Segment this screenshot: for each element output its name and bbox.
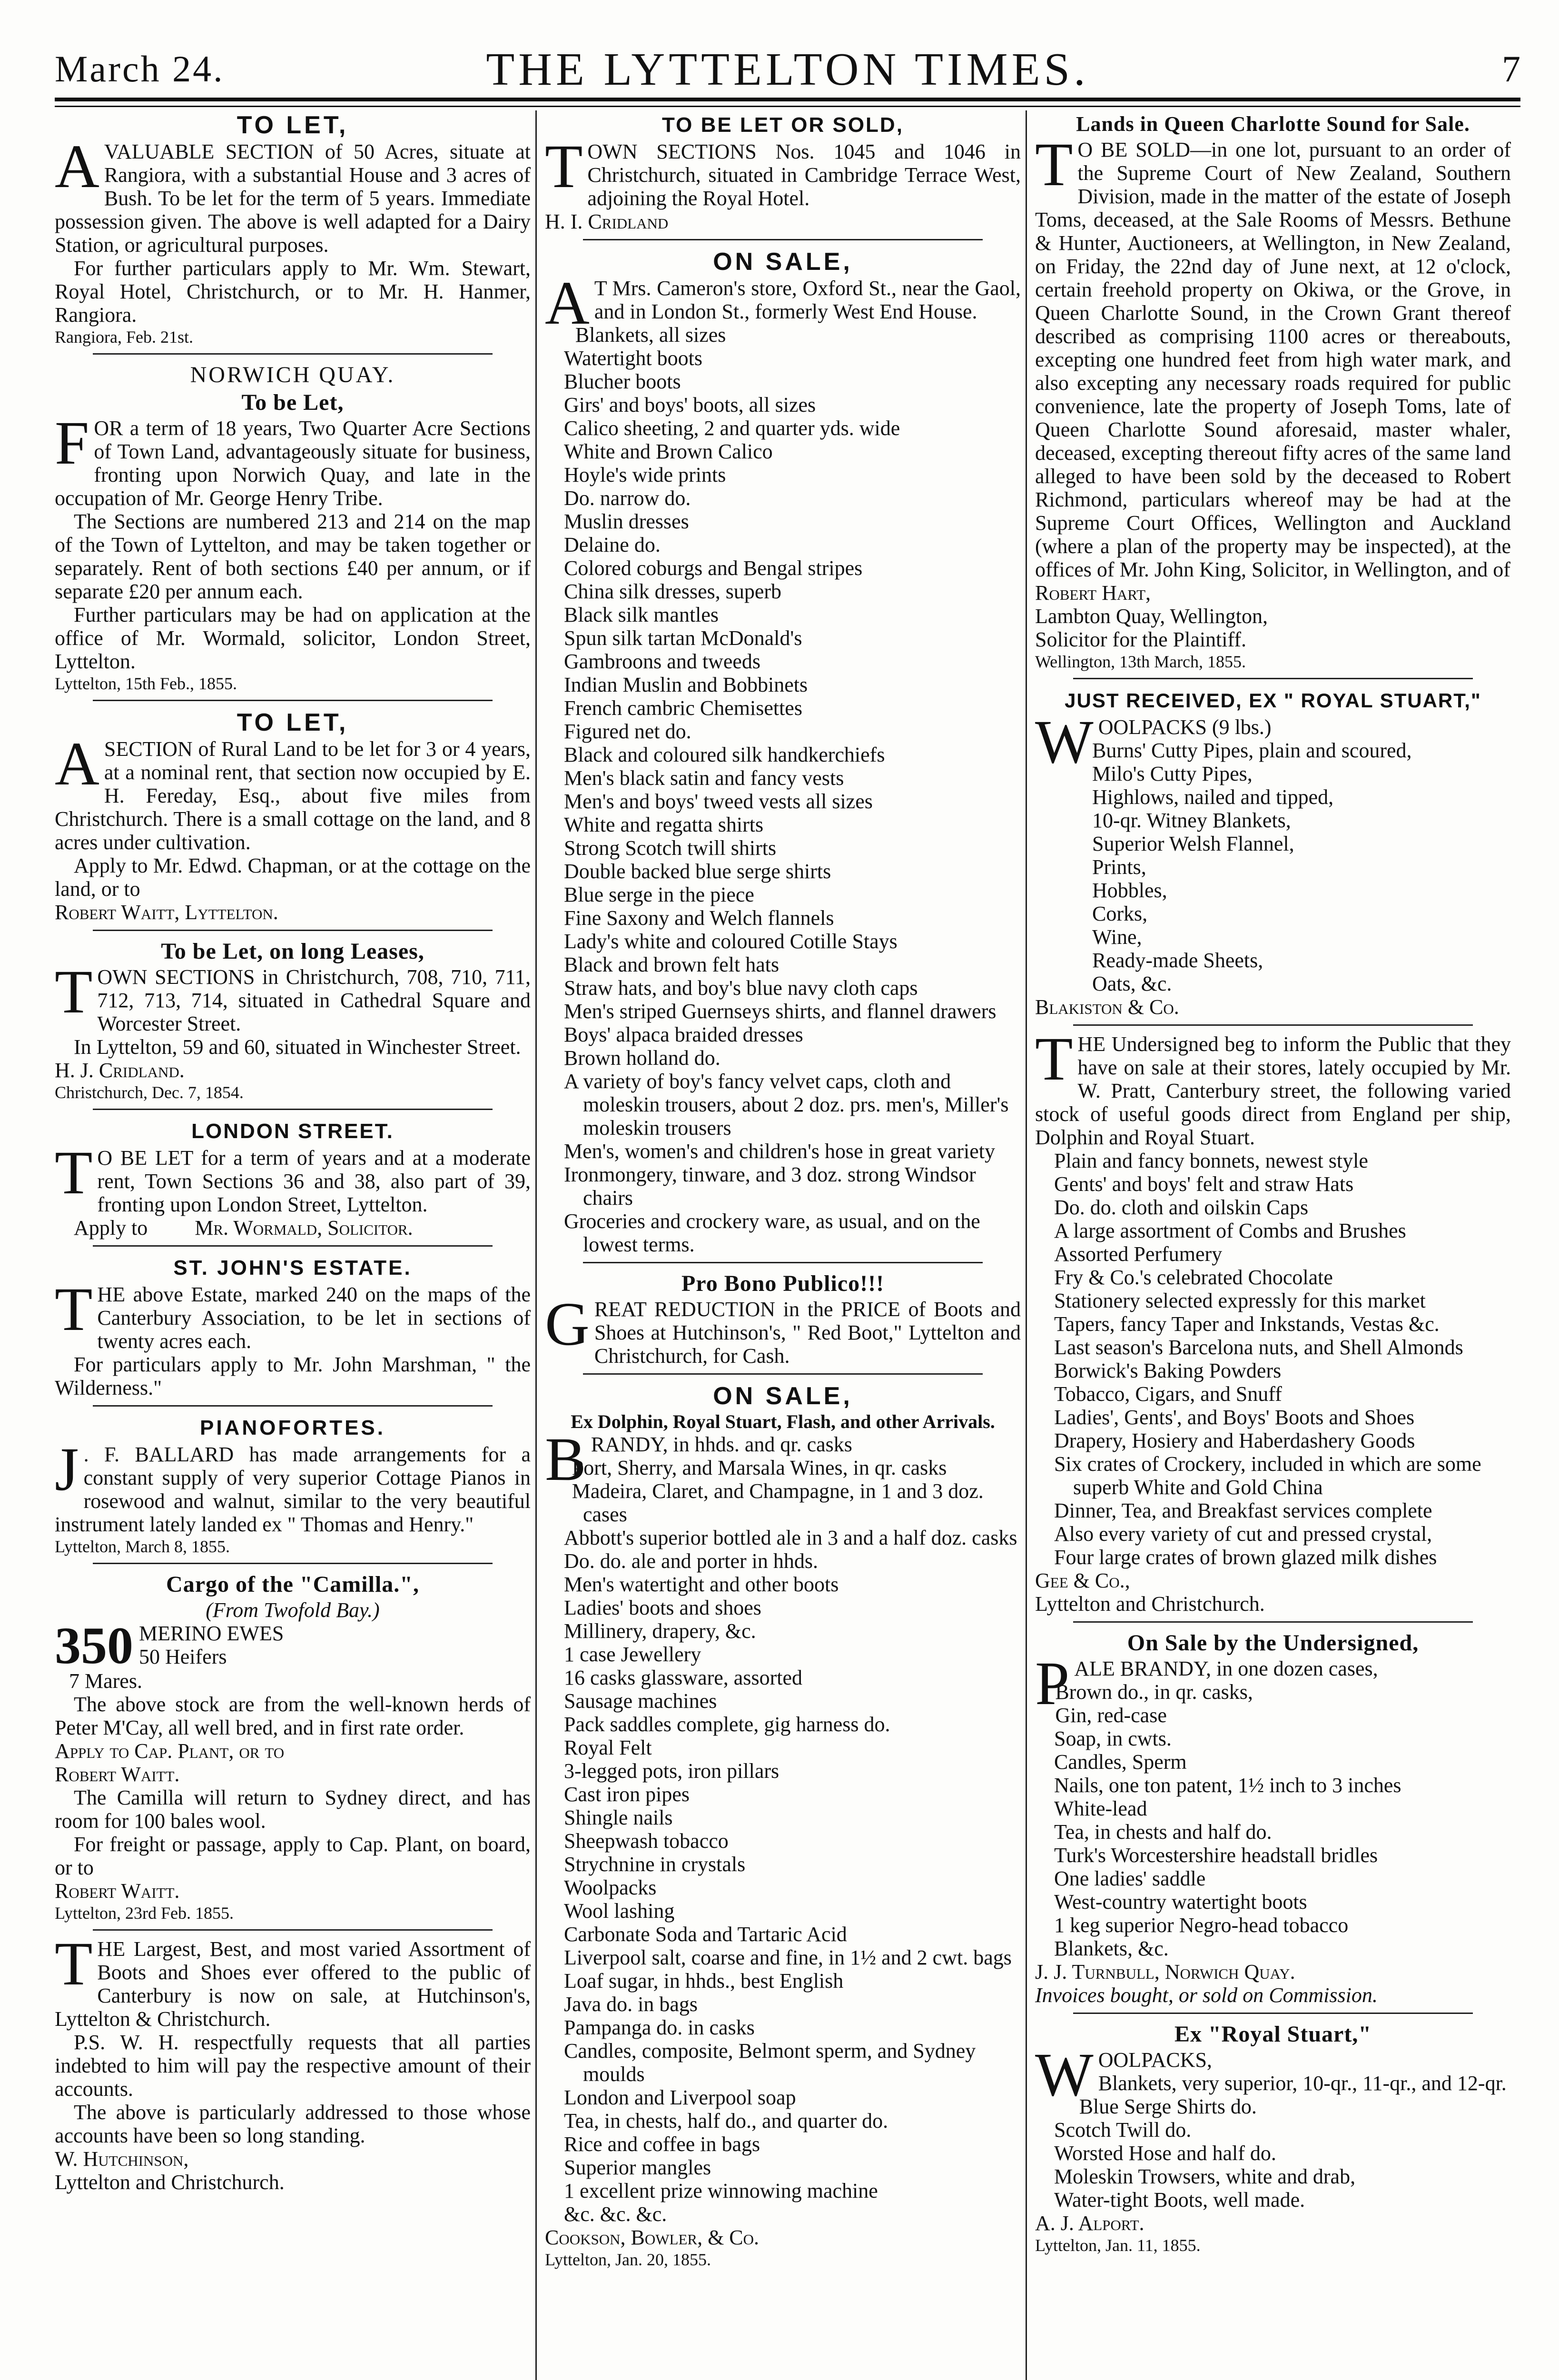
divider — [93, 930, 493, 931]
drop-cap: T — [55, 1275, 93, 1344]
signature: Cookson, Bowler, & Co. — [545, 2226, 760, 2249]
list-item: Hoyle's wide prints — [564, 463, 726, 486]
divider — [93, 1929, 493, 1931]
list-item: Assorted Perfumery — [1054, 1242, 1223, 1266]
drop-cap: T — [1035, 1025, 1073, 1093]
drop-cap: W — [1035, 2041, 1094, 2109]
list-item: Rice and coffee in bags — [564, 2132, 760, 2156]
list-item: Black and coloured silk handkerchiefs — [564, 743, 885, 766]
list-item: Burns' Cutty Pipes, plain and scoured, — [1092, 739, 1412, 762]
list-item: Sausage machines — [564, 1689, 717, 1713]
ad-just-received — [1035, 686, 1511, 1019]
ad-body: HE Largest, Best, and most varied Assortment of Boots and Shoes ever offered to the public of Canterbury is now on sale, at Hutchinson's, Lyttelton & Christchurch. — [55, 1937, 531, 2031]
ad-body: SECTION of Rural Land to be let for 3 or 4 years, at a nominal rent, that section now occupied by E. H. Fereday, Esq., about five miles from Christchurch. There is a small cottage on the land, and 8 acres under cultivation. — [55, 737, 531, 854]
list-item: Tapers, fancy Taper and Inkstands, Vestas &c. — [1054, 1312, 1440, 1336]
list-item: Fry & Co.'s celebrated Chocolate — [1054, 1266, 1333, 1289]
ad-st-johns-estate — [55, 1253, 531, 1399]
ad-turnbull — [1035, 1629, 1511, 2007]
list-item: Ironmongery, tinware, and 3 doz. strong Windsor chairs — [564, 1163, 976, 1210]
list-item: Do. do. cloth and oilskin Caps — [1054, 1196, 1309, 1219]
column-rule — [1026, 110, 1027, 2380]
ad-body: The Sections are numbered 213 and 214 on the map of the Town of Lyttelton, and may be taken together or separately. Rent of both sections £40 per annum, or if separate £20 per annum each. — [55, 510, 531, 603]
list-item: Ladies', Gents', and Boys' Boots and Shoes — [1054, 1406, 1415, 1429]
ad-body: For further particulars apply to Mr. Wm. Stewart, Royal Hotel, Christchurch, or to Mr. H. Hanmer, Rangiora. — [55, 257, 531, 327]
ad-gee-and-co — [1035, 1025, 1511, 1616]
list-item: White and Brown Calico — [564, 440, 773, 463]
list-item: 1 case Jewellery — [564, 1643, 701, 1666]
goods-list — [1073, 739, 1511, 995]
list-item: Moleskin Trowsers, white and drab, — [1054, 2165, 1356, 2188]
ad-body: OWN SECTIONS Nos. 1045 and 1046 in Christchurch, situated in Cambridge Terrace West, adjoining the Royal Hotel. — [587, 140, 1021, 210]
ad-body: The above stock are from the well-known herds of Peter M'Cay, all well bred, and in first rate order. — [55, 1693, 531, 1739]
divider — [93, 1405, 493, 1407]
list-item: Lady's white and coloured Cotille Stays — [564, 930, 898, 953]
stock-line: 7 Mares. — [69, 1669, 142, 1693]
ad-heading: JUST RECEIVED, EX " ROYAL STUART," — [1065, 689, 1481, 712]
stock-line: MERINO EWES — [139, 1622, 284, 1645]
signature: Robert Waitt. — [55, 1763, 180, 1786]
list-item: Black and brown felt hats — [564, 953, 780, 976]
list-item: Superior mangles — [564, 2156, 711, 2179]
masthead — [55, 38, 1520, 105]
apply-text: Apply to Cap. Plant, or to — [55, 1739, 285, 1763]
divider — [583, 1373, 983, 1375]
drop-cap: A — [545, 269, 590, 337]
list-item: Highlows, nailed and tipped, — [1092, 785, 1334, 809]
list-item: Blankets, &c. — [1054, 1937, 1169, 1960]
list-item: Do. do. ale and porter in hhds. — [564, 1549, 818, 1573]
list-item: Liverpool salt, coarse and fine, in 1½ and 2 cwt. bags — [564, 1946, 1012, 1969]
list-item: Abbott's superior bottled ale in 3 and a half doz. casks — [564, 1526, 1017, 1549]
list-item: Nails, one ton patent, 1½ inch to 3 inches — [1054, 1774, 1401, 1797]
list-item: Gents' and boys' felt and straw Hats — [1054, 1172, 1354, 1196]
ad-body: REAT REDUCTION in the PRICE of Boots and Shoes at Hutchinson's, " Red Boot," Lyttelton and Christchurch, for Cash. — [594, 1298, 1021, 1368]
ad-pianofortes — [55, 1413, 531, 1557]
list-item: Water-tight Boots, well made. — [1054, 2188, 1305, 2211]
list-item: Blue serge in the piece — [564, 883, 754, 906]
signature: Lambton Quay, Wellington, — [1035, 605, 1268, 628]
divider — [1073, 678, 1473, 679]
newspaper-title: THE LYTTELTON TIMES. — [486, 44, 1089, 95]
dateline: Lyttelton, 15th Feb., 1855. — [55, 674, 237, 693]
list-item: Four large crates of brown glazed milk dishes — [1054, 1546, 1437, 1569]
list-item: Millinery, drapery, &c. — [564, 1619, 756, 1643]
ad-subheading: To be Let, — [241, 390, 344, 415]
list-item: Oats, &c. — [1092, 972, 1172, 995]
list-item: Woolpacks — [564, 1876, 657, 1899]
list-item: Turk's Worcestershire headstall bridles — [1054, 1844, 1378, 1867]
list-item: Royal Felt — [564, 1736, 652, 1759]
ad-to-be-let-or-sold — [545, 110, 1021, 233]
list-item: Last season's Barcelona nuts, and Shell Almonds — [1054, 1336, 1463, 1359]
list-item: 10-qr. Witney Blankets, — [1092, 809, 1291, 832]
signature: Robert Hart, — [1035, 581, 1151, 605]
list-item: Sheepwash tobacco — [564, 1829, 729, 1853]
list-item: Shingle nails — [564, 1806, 673, 1829]
ad-heading: Cargo of the "Camilla.", — [166, 1572, 419, 1597]
list-item: Superior Welsh Flannel, — [1092, 832, 1294, 855]
list-item: Java do. in bags — [564, 1993, 698, 2016]
ad-body: OR a term of 18 years, Two Quarter Acre Sections of Town Land, advantageously situate for business, fronting upon Norwich Quay, and late in the occupation of Mr. George Henry Tribe. — [55, 416, 531, 510]
ad-body: VALUABLE SECTION of 50 Acres, situate at Rangiora, with a substantial House and 3 acres of Bush. To be let for the term of 5 years. Immediate possession given. The above is well adapted for a Dairy Station, or agricultural purposes. — [55, 140, 531, 257]
list-item: Delaine do. — [564, 533, 661, 556]
list-item: Soap, in cwts. — [1054, 1727, 1172, 1750]
signature: H. J. Cridland. — [55, 1059, 185, 1082]
divider — [93, 353, 493, 355]
list-item: 1 excellent prize winnowing machine — [564, 2179, 878, 2202]
goods-list — [545, 323, 1021, 1256]
ad-heading: On Sale by the Undersigned, — [1127, 1630, 1419, 1656]
masthead-rule — [55, 98, 1520, 101]
list-item: Blue Serge Shirts do. — [1079, 2095, 1257, 2118]
dateline: Lyttelton, Jan. 11, 1855. — [1035, 2236, 1201, 2255]
ad-cargo-camilla — [55, 1571, 531, 1924]
column-1 — [55, 110, 531, 2196]
ad-body: T Mrs. Cameron's store, Oxford St., near the Gaol, and in London St., formerly West End House. — [594, 277, 1021, 323]
drop-cap: T — [55, 1139, 93, 1207]
list-item: Ready-made Sheets, — [1092, 949, 1263, 972]
ad-heading: PIANOFORTES. — [199, 1416, 386, 1439]
note: Invoices bought, or sold on Commission. — [1035, 1983, 1378, 2007]
drop-cap: T — [1035, 130, 1073, 199]
list-item: Loaf sugar, in hhds., best English — [564, 1969, 844, 1993]
dateline: Lyttelton, 23rd Feb. 1855. — [55, 1904, 234, 1923]
list-item: Borwick's Baking Powders — [1054, 1359, 1282, 1382]
ad-body: . F. BALLARD has made arrangements for a constant supply of very superior Cottage Pianos in rosewood and walnut, similar to the very beautiful instrument lately landed ex " Thomas and Henry." — [55, 1443, 531, 1536]
drop-cap: T — [55, 958, 93, 1026]
list-item: Brown holland do. — [564, 1046, 720, 1070]
ad-body: OOLPACKS (9 lbs.) — [1098, 715, 1272, 739]
ad-body: For freight or passage, apply to Cap. Plant, on board, or to — [55, 1833, 531, 1879]
ad-body: Blankets, very superior, 10-qr., 11-qr., and 12-qr. — [1098, 2072, 1507, 2095]
divider — [1073, 2013, 1473, 2014]
list-item: Fine Saxony and Welch flannels — [564, 906, 834, 930]
list-item: London and Liverpool soap — [564, 2086, 796, 2109]
column-rule — [535, 110, 537, 2380]
list-item: Hobbles, — [1092, 879, 1167, 902]
divider — [1073, 1621, 1473, 1623]
drop-cap: G — [545, 1290, 590, 1359]
dateline: Lyttelton, March 8, 1855. — [55, 1537, 230, 1556]
ad-norwich-quay — [55, 361, 531, 694]
list-item: Scotch Twill do. — [1054, 2118, 1192, 2142]
signature: Robert Waitt, Lyttelton. — [55, 901, 278, 924]
list-item: Ladies' boots and shoes — [564, 1596, 761, 1619]
ad-heading: ON SALE, — [713, 1382, 853, 1410]
list-item: Men's black satin and fancy vests — [564, 766, 844, 790]
ad-to-let-rural — [55, 708, 531, 924]
dateline: Rangiora, Feb. 21st. — [55, 327, 193, 347]
list-item: Tea, in chests, half do., and quarter do. — [564, 2109, 888, 2132]
drop-cap: P — [1035, 1649, 1070, 1718]
list-item: Strong Scotch twill shirts — [564, 836, 777, 860]
ad-heading: LONDON STREET. — [191, 1120, 394, 1143]
ad-body: For particulars apply to Mr. John Marshman, " the Wilderness." — [55, 1353, 531, 1399]
ad-body: Apply to Mr. Edwd. Chapman, or at the cottage on the land, or to — [55, 854, 531, 901]
list-item: Candles, Sperm — [1054, 1750, 1187, 1774]
list-item: Black silk mantles — [564, 603, 719, 626]
list-item: Port, Sherry, and Marsala Wines, in qr. casks — [572, 1456, 947, 1479]
list-item: Double backed blue serge shirts — [564, 860, 831, 883]
ad-heading: ST. JOHN'S ESTATE. — [173, 1256, 412, 1279]
list-item: Gin, red-case — [1055, 1704, 1167, 1727]
ad-body: In Lyttelton, 59 and 60, situated in Winchester Street. — [74, 1035, 521, 1059]
ad-heading: To be Let, on long Leases, — [161, 939, 424, 964]
ad-pro-bono-publico — [545, 1270, 1021, 1368]
goods-list — [1035, 2095, 1511, 2211]
list-item: Six crates of Crockery, included in which are some superb White and Gold China — [1054, 1452, 1481, 1499]
list-item: Indian Muslin and Bobbinets — [564, 673, 808, 696]
list-item: Carbonate Soda and Tartaric Acid — [564, 1923, 847, 1946]
apply-text: Apply to — [74, 1216, 148, 1240]
ad-queen-charlotte-sound — [1035, 110, 1511, 672]
ad-body: RANDY, in hhds. and qr. casks — [591, 1433, 852, 1456]
ad-heading: ON SALE, — [713, 248, 853, 276]
drop-cap: F — [55, 409, 89, 477]
list-item: Worsted Hose and half do. — [1054, 2142, 1276, 2165]
ad-body: O BE SOLD—in one lot, pursuant to an order of the Supreme Court of New Zealand, Southern Division, made in the matter of the estate of Joseph Toms, deceased, at the Sale Rooms of Messrs. Bethune & Hunter, Auctioneers, at Wellington, in New Zealand, on Friday, the 22nd day of June next, at 12 o'clock, certain freehold property on Okiwa, or the Grove, in Queen Charlotte Sound, in the Crown Grant thereof described as comprising 1100 acres or thereabouts, excepting one hundred feet from high water mark, and also excepting any necessary roads required for public convenience, late the property of Joseph Toms, late of Queen Charlotte Sound aforesaid, master whaler, deceased, excepting thereout fifty acres of the same land alleged to have been sold by the deceased to Robert Richmond, particulars whereof may be had at the Supreme Court Offices, Wellington and Auckland (where a plan of the property may be inspected), at the offices of Mr. John King, Solicitor, in Wellington, and of — [1035, 138, 1511, 581]
list-item: Brown do., in qr. casks, — [1055, 1680, 1253, 1704]
drop-cap: J — [55, 1435, 79, 1504]
ad-body: HE above Estate, marked 240 on the maps of the Canterbury Association, to be let in sections of twenty acres each. — [97, 1283, 531, 1353]
goods-list — [1035, 1680, 1511, 1960]
list-item: White and regatta shirts — [564, 813, 764, 836]
list-item: Tobacco, Cigars, and Snuff — [1054, 1382, 1282, 1406]
dateline: Lyttelton, Jan. 20, 1855. — [545, 2250, 711, 2269]
list-item: Boys' alpaca braided dresses — [564, 1023, 803, 1046]
list-item: 3-legged pots, iron pillars — [564, 1759, 780, 1783]
ad-alport — [1035, 2021, 1511, 2256]
list-item: 16 casks glassware, assorted — [564, 1666, 802, 1689]
list-item: Straw hats, and boy's blue navy cloth caps — [564, 976, 918, 1000]
goods-list — [1035, 1149, 1511, 1569]
ad-body: OOLPACKS, — [1098, 2048, 1212, 2072]
list-item: Blucher boots — [564, 370, 681, 393]
list-item: Blankets, all sizes — [575, 323, 726, 347]
ad-body: ALE BRANDY, in one dozen cases, — [1074, 1657, 1378, 1680]
masthead-rule-thin — [55, 106, 1520, 107]
list-item: Men's striped Guernseys shirts, and flannel drawers — [564, 1000, 997, 1023]
drop-cap: T — [545, 132, 583, 201]
list-item: Muslin dresses — [564, 510, 689, 533]
divider — [583, 239, 983, 240]
list-item: Corks, — [1092, 902, 1148, 925]
ad-on-sale-cameron — [545, 247, 1021, 1256]
signature: Robert Waitt. — [55, 1879, 180, 1903]
column-3 — [1035, 110, 1511, 2258]
list-item: Girs' and boys' boots, all sizes — [564, 393, 816, 416]
list-item: Milo's Cutty Pipes, — [1092, 762, 1253, 785]
list-item: Spun silk tartan McDonald's — [564, 626, 802, 650]
signature: H. I. Cridland — [545, 210, 669, 233]
divider — [93, 1245, 493, 1247]
list-item: Wine, — [1092, 925, 1142, 949]
list-item: Strychnine in crystals — [564, 1853, 746, 1876]
list-item: Figured net do. — [564, 720, 691, 743]
ad-subheading: (From Twofold Bay.) — [206, 1598, 380, 1622]
list-item: Also every variety of cut and pressed crystal, — [1054, 1522, 1432, 1546]
ad-body: The Camilla will return to Sydney direct, and has room for 100 bales wool. — [55, 1786, 531, 1833]
list-item: Prints, — [1092, 855, 1146, 879]
ad-heading: TO BE LET OR SOLD, — [662, 113, 904, 137]
list-item: Groceries and crockery ware, as usual, and on the lowest terms. — [564, 1210, 980, 1256]
signature: Lyttelton and Christchurch. — [55, 2171, 285, 2194]
ad-body: Further particulars may be had on application at the office of Mr. Wormald, solicitor, London Street, Lyttelton. — [55, 603, 531, 673]
list-item: Cast iron pipes — [564, 1783, 690, 1806]
list-item: Drapery, Hosiery and Haberdashery Goods — [1054, 1429, 1415, 1452]
list-item: One ladies' saddle — [1054, 1867, 1206, 1890]
list-item: Colored coburgs and Bengal stripes — [564, 556, 863, 580]
signature: Lyttelton and Christchurch. — [1035, 1592, 1265, 1616]
list-item: Wool lashing — [564, 1899, 675, 1923]
ad-heading: TO LET, — [237, 111, 349, 139]
divider — [93, 1109, 493, 1110]
ad-subheading: Ex Dolphin, Royal Stuart, Flash, and other Arrivals. — [571, 1411, 995, 1432]
list-item: Men's and boys' tweed vests all sizes — [564, 790, 873, 813]
ad-heading: Pro Bono Publico!!! — [681, 1271, 885, 1296]
drop-cap: B — [545, 1425, 586, 1494]
goods-list — [545, 1456, 1021, 2226]
signature: J. J. Turnbull, Norwich Quay. — [1035, 1960, 1295, 1983]
list-item: Calico sheeting, 2 and quarter yds. wide — [564, 416, 900, 440]
divider — [93, 1563, 493, 1564]
page-number: 7 — [1502, 48, 1520, 89]
signature: Blakiston & Co. — [1035, 995, 1179, 1019]
list-item: Plain and fancy bonnets, newest style — [1054, 1149, 1368, 1172]
ad-on-sale-arrivals — [545, 1381, 1021, 2270]
dateline: Christchurch, Dec. 7, 1854. — [55, 1083, 244, 1102]
drop-cap: T — [55, 1930, 93, 1998]
issue-date: March 24. — [55, 48, 225, 89]
list-item: Pack saddles complete, gig harness do. — [564, 1713, 890, 1736]
ad-long-leases — [55, 938, 531, 1103]
list-item: Candles, composite, Belmont sperm, and Sydney moulds — [564, 2039, 976, 2086]
drop-cap: W — [1035, 708, 1094, 776]
drop-cap: A — [55, 132, 99, 201]
list-item: 1 keg superior Negro-head tobacco — [1054, 1914, 1349, 1937]
ad-heading: Ex "Royal Stuart," — [1174, 2022, 1372, 2047]
dateline: Wellington, 13th March, 1855. — [1035, 652, 1246, 671]
list-item: West-country watertight boots — [1054, 1890, 1307, 1914]
signature: W. Hutchinson, — [55, 2147, 189, 2171]
ad-body: O BE LET for a term of years and at a moderate rent, Town Sections 36 and 38, also part of 39, fronting upon London Street, Lyttelton. — [97, 1146, 531, 1216]
list-item: Pampanga do. in casks — [564, 2016, 755, 2039]
ad-body: OWN SECTIONS in Christchurch, 708, 710, 711, 712, 713, 714, situated in Cathedral Square and Worcester Street. — [97, 965, 531, 1035]
signature: Gee & Co., — [1035, 1569, 1130, 1592]
ad-heading: NORWICH QUAY. — [190, 362, 395, 387]
list-item: Men's watertight and other boots — [564, 1573, 839, 1596]
divider — [1073, 1024, 1473, 1026]
list-item: Madeira, Claret, and Champagne, in 1 and 3 doz. cases — [572, 1479, 984, 1526]
list-item: Gambroons and tweeds — [564, 650, 761, 673]
ad-body: HE Undersigned beg to inform the Public that they have on sale at their stores, lately occupied by Mr. W. Pratt, Canterbury street, the following varied stock of useful goods direct from England per ship, Dolphin and Royal Stuart. — [1035, 1032, 1511, 1149]
list-item: Do. narrow do. — [564, 486, 691, 510]
ad-heading: Lands in Queen Charlotte Sound for Sale. — [1076, 112, 1470, 136]
stock-line: 50 Heifers — [139, 1645, 227, 1668]
ad-heading: TO LET, — [237, 709, 349, 736]
ad-london-street — [55, 1117, 531, 1240]
list-item: A large assortment of Combs and Brushes — [1054, 1219, 1406, 1242]
list-item: French cambric Chemisettes — [564, 696, 802, 720]
signature: Solicitor for the Plaintiff. — [1035, 628, 1247, 651]
quantity: 350 — [55, 1616, 133, 1675]
list-item: &c. &c. &c. — [564, 2202, 667, 2226]
signature: A. J. Alport. — [1035, 2211, 1145, 2235]
list-item: Watertight boots — [564, 347, 702, 370]
ad-body: The above is particularly addressed to those whose accounts have been so long standing. — [55, 2101, 531, 2147]
ad-to-let-rangiora — [55, 110, 531, 347]
list-item: Men's, women's and children's hose in great variety — [564, 1140, 995, 1163]
ad-hutchinson-boots — [55, 1930, 531, 2194]
list-item: A variety of boy's fancy velvet caps, cloth and moleskin trousers, about 2 doz. prs. men's, Miller's moleskin trousers — [564, 1070, 1009, 1140]
list-item: China silk dresses, superb — [564, 580, 782, 603]
drop-cap: A — [55, 730, 99, 798]
list-item: White-lead — [1054, 1797, 1147, 1820]
list-item: Tea, in chests and half do. — [1054, 1820, 1272, 1844]
divider — [93, 700, 493, 701]
list-item: Dinner, Tea, and Breakfast services complete — [1054, 1499, 1432, 1522]
signature: Mr. Wormald, Solicitor. — [195, 1216, 413, 1240]
ad-body: P.S. W. H. respectfully requests that all parties indebted to him will pay the respective amount of their accounts. — [55, 2031, 531, 2101]
column-2 — [545, 110, 1021, 2272]
divider — [583, 1262, 983, 1263]
list-item: Stationery selected expressly for this market — [1054, 1289, 1426, 1312]
